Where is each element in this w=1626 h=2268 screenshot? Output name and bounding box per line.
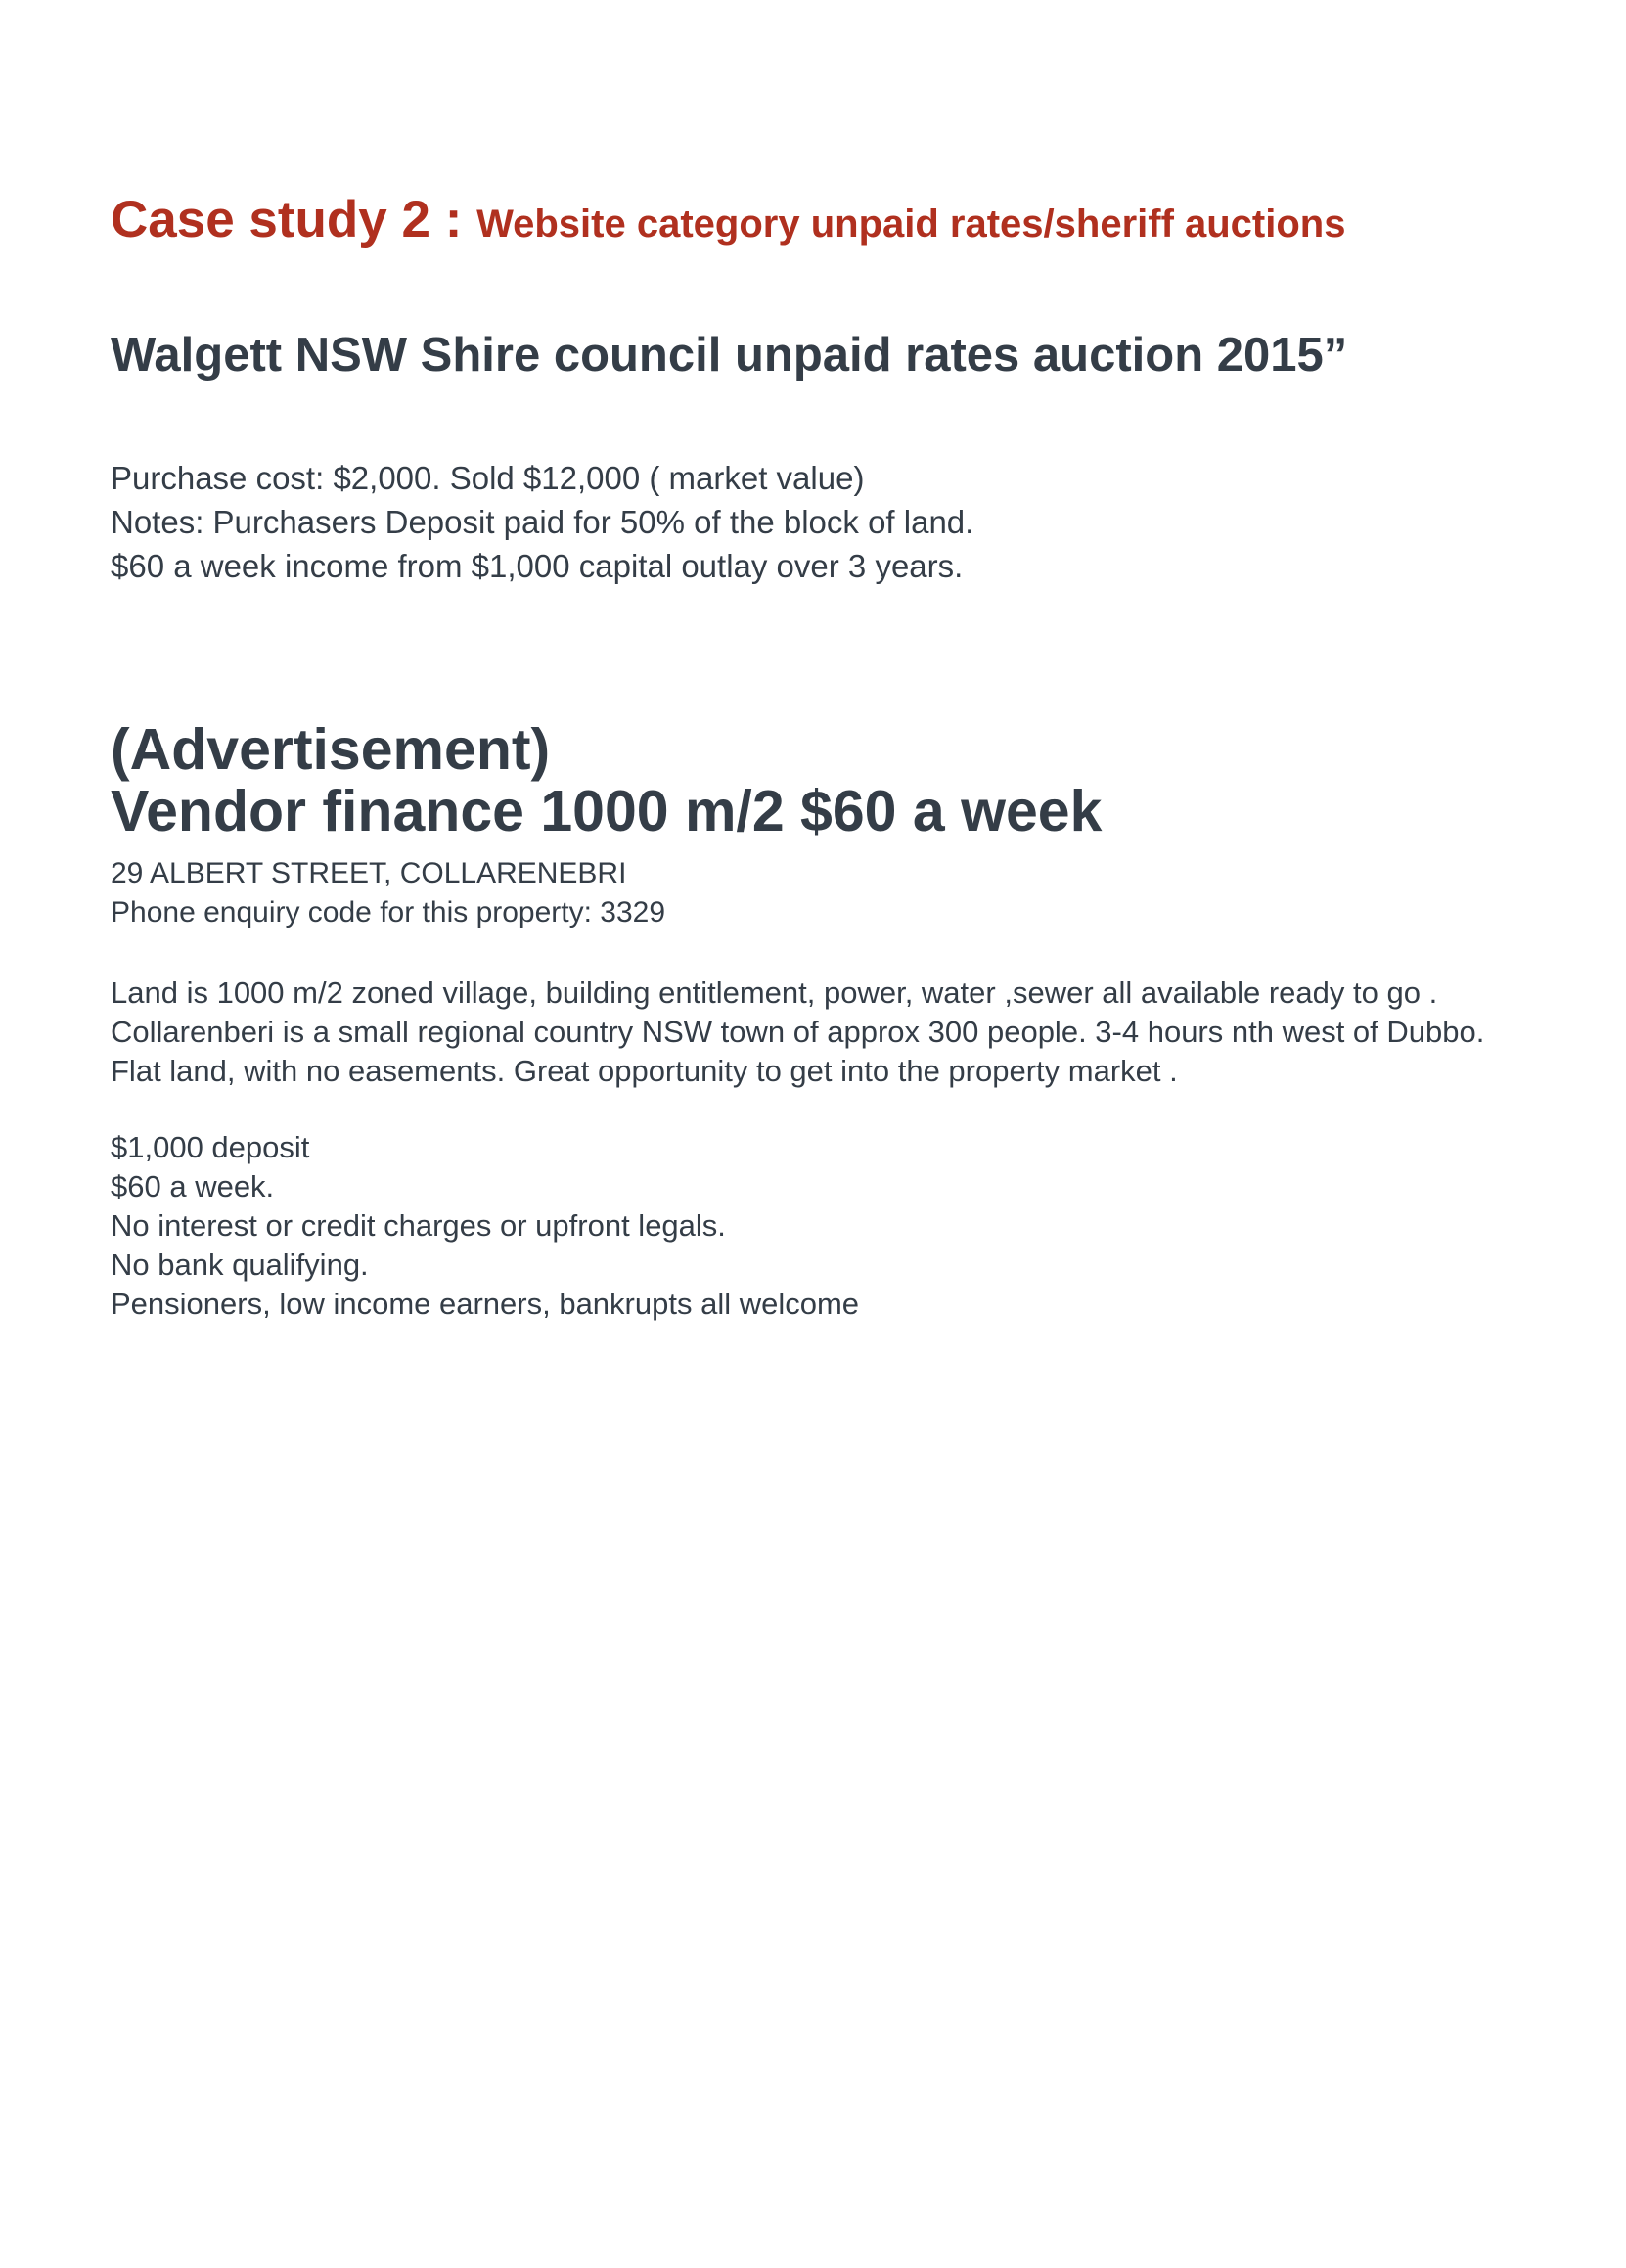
description-flat-land: Flat land, with no easements. Great opportunity to get into the property market . — [111, 1054, 1178, 1088]
property-address: 29 ALBERT STREET, COLLARENEBRI — [111, 857, 627, 889]
advertisement-label: (Advertisement) — [111, 717, 551, 782]
term-no-interest: No interest or credit charges or upfront legals. — [111, 1208, 726, 1243]
auction-heading: Walgett NSW Shire council unpaid rates auction 2015” — [111, 329, 1348, 382]
case-study-title — [111, 186, 1345, 258]
income-line: $60 a week income from $1,000 capital outlay over 3 years. — [111, 548, 964, 584]
case-study-label: Case study 2 : — [111, 191, 477, 249]
enquiry-code: Phone enquiry code for this property: 3329 — [111, 896, 666, 929]
notes-line: Notes: Purchasers Deposit paid for 50% of the block of land. — [111, 504, 974, 540]
description-town: Collarenberi is a small regional country NSW town of approx 300 people. 3-4 hours nth west of Dubbo. — [111, 1015, 1485, 1049]
term-no-bank: No bank qualifying. — [111, 1247, 369, 1282]
purchase-cost-line: Purchase cost: $2,000. Sold $12,000 ( market value) — [111, 460, 865, 496]
spacer — [111, 1091, 1519, 1128]
term-weekly: $60 a week. — [111, 1169, 275, 1203]
purchase-summary — [111, 456, 973, 588]
property-details — [111, 854, 665, 932]
term-welcome: Pensioners, low income earners, bankrupts all welcome — [111, 1287, 860, 1321]
term-deposit: $1,000 deposit — [111, 1130, 310, 1164]
advertisement-body — [111, 974, 1519, 1324]
advertisement-headline: Vendor finance 1000 m/2 $60 a week — [111, 779, 1103, 843]
description-land: Land is 1000 m/2 zoned village, building entitlement, power, water ,sewer all available ready to go . — [111, 975, 1438, 1010]
advertisement-heading — [111, 719, 1102, 842]
website-category: Website category unpaid rates/sheriff auctions — [476, 203, 1346, 246]
